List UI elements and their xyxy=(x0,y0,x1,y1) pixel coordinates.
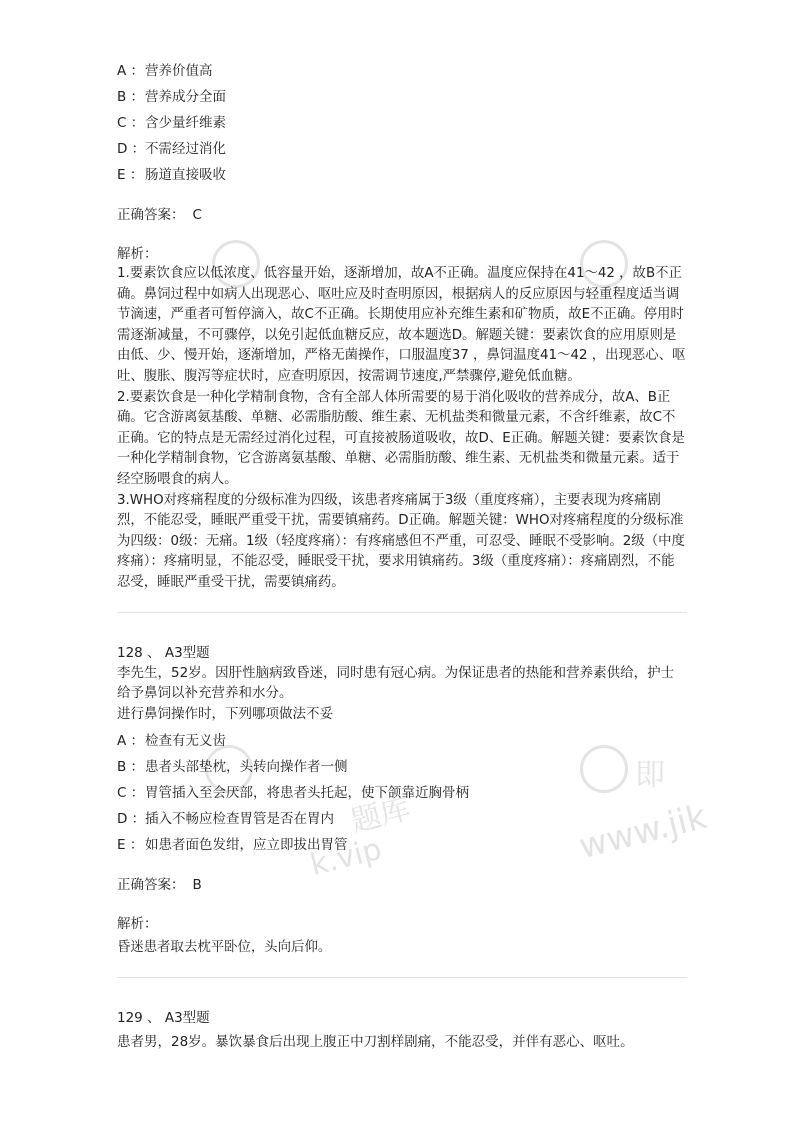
option-letter: E ： xyxy=(117,167,144,183)
question-page xyxy=(117,58,687,1052)
stem-paragraph: 进行鼻饲操作时，下列哪项做法不妥 xyxy=(117,705,333,722)
option-letter: C ： xyxy=(117,115,145,131)
stem-paragraph: 患者男，28岁。暴饮暴食后出现上腹正中刀割样剧痛，不能忍受，并伴有恶心、呕吐。 xyxy=(117,1033,634,1050)
option-letter: B ： xyxy=(117,759,145,776)
option-a[interactable] xyxy=(117,728,687,754)
analysis-label: 解析： xyxy=(117,916,158,933)
option-text: 肠道直接吸收 xyxy=(145,167,226,183)
option-text: 不需经过消化 xyxy=(145,141,226,157)
option-d[interactable] xyxy=(117,806,687,832)
answer-label: 正确答案： xyxy=(117,877,185,894)
option-letter: C ： xyxy=(117,785,145,802)
option-letter: D ： xyxy=(117,811,146,828)
watermark-site: www.jik xyxy=(575,796,711,868)
option-letter: E ： xyxy=(117,837,144,854)
option-e[interactable] xyxy=(117,162,687,188)
option-text: 检查有无义齿 xyxy=(145,733,226,750)
option-letter: D ： xyxy=(117,141,146,157)
question-stem xyxy=(117,1032,687,1053)
option-c[interactable] xyxy=(117,780,687,806)
option-text: 营养成分全面 xyxy=(145,89,226,105)
question-128 xyxy=(117,643,687,959)
analysis-text xyxy=(117,264,687,594)
option-b[interactable] xyxy=(117,84,687,110)
answer-value: B xyxy=(192,877,202,894)
option-letter: A ： xyxy=(117,63,145,79)
question-stem xyxy=(117,663,687,725)
option-list xyxy=(117,58,687,188)
watermark-brand: 即 xyxy=(635,758,665,793)
question-header: 128 、 A3型题 xyxy=(117,644,210,661)
watermark-tiku: 题库 xyxy=(347,791,415,840)
question-header: 129 、 A3型题 xyxy=(117,1009,210,1026)
analysis-text xyxy=(117,938,687,959)
option-e[interactable] xyxy=(117,832,687,858)
stem-paragraph: 李先生，52岁。因肝性脑病致昏迷，同时患有冠心病。为保证患者的热能和营养素供给，护士给予鼻饲以补充营养和水分。 xyxy=(117,664,675,702)
divider xyxy=(117,977,687,978)
question-127 xyxy=(117,58,687,594)
option-text: 插入不畅应检查胃管是否在胃内 xyxy=(145,811,334,828)
option-text: 胃管插入至会厌部，将患者头托起，使下颌靠近胸骨柄 xyxy=(145,785,469,802)
correct-answer xyxy=(117,202,687,228)
analysis-paragraph: 昏迷患者取去枕平卧位，头向后仰。 xyxy=(117,940,332,956)
analysis-label: 解析： xyxy=(117,246,158,262)
option-d[interactable] xyxy=(117,136,687,162)
option-text: 含少量纤维素 xyxy=(145,115,226,131)
question-129 xyxy=(117,1008,687,1053)
option-text: 如患者面色发绀，应立即拔出胃管 xyxy=(145,837,348,854)
option-letter: B ： xyxy=(117,89,145,105)
analysis-paragraph: 1.要素饮食应以低浓度、低容量开始，逐渐增加，故A不正确。温度应保持在41～42 ，故B不正确。鼻饲过程中如病人出现恶心、呕吐应及时查明原因，根据病人的反应原因与轻重程度适当调节滴速，严重者可暂停滴入，故C不正确。长期使用应补充维生素和矿物质，故E不正确。停用时需逐渐减量，不可骤停，以免引起低血糖反应，故本题选D。解题关键：要素饮食的应用原则是由低、少、慢开始，逐渐增加，严格无菌操作，口服温度37 ，鼻饲温度41～42 ，出现恶心、呕吐、腹胀、腹泻等症状时，应查明原因，按需调节速度,严禁骤停,避免低血糖。 xyxy=(117,266,686,384)
option-a[interactable] xyxy=(117,58,687,84)
option-text: 患者头部垫枕，头转向操作者一侧 xyxy=(145,759,348,776)
analysis-paragraph: 2.要素饮食是一种化学精制食物，含有全部人体所需要的易于消化吸收的营养成分，故A、B正确。它含游离氨基酸、单糖、必需脂肪酸、维生素、无机盐类和微量元素，不含纤维素，故C不正确。它的特点是无需经过消化过程，可直接被肠道吸收，故D、E正确。解题关键：要素饮食是一种化学精制食物，它含游离氨基酸、单糖、必需脂肪酸、维生素、无机盐类和微量元素。适于经空肠喂食的病人。 xyxy=(117,389,685,487)
option-letter: A ： xyxy=(117,733,145,750)
watermark-site-2: k.vip xyxy=(306,831,386,884)
analysis-paragraph: 3.WHO对疼痛程度的分级标准为四级，该患者疼痛属于3级（重度疼痛），主要表现为疼痛剧烈，不能忍受，睡眠严重受干扰，需要镇痛药。D正确。解题关键：WHO对疼痛程度的分级标准为四级：0级：无痛。1级（轻度疼痛）：有疼痛感但不严重，可忍受、睡眠不受影响。2级（中度疼痛）：疼痛明显，不能忍受，睡眠受干扰，要求用镇痛药。3级（重度疼痛）：疼痛剧烈，不能忍受，睡眠严重受干扰，需要镇痛药。 xyxy=(117,492,685,590)
option-c[interactable] xyxy=(117,110,687,136)
correct-answer xyxy=(117,872,687,898)
option-b[interactable] xyxy=(117,754,687,780)
answer-value: C xyxy=(192,207,202,223)
option-list xyxy=(117,728,687,858)
divider xyxy=(117,612,687,613)
answer-label: 正确答案： xyxy=(117,207,185,223)
option-text: 营养价值高 xyxy=(145,63,213,79)
